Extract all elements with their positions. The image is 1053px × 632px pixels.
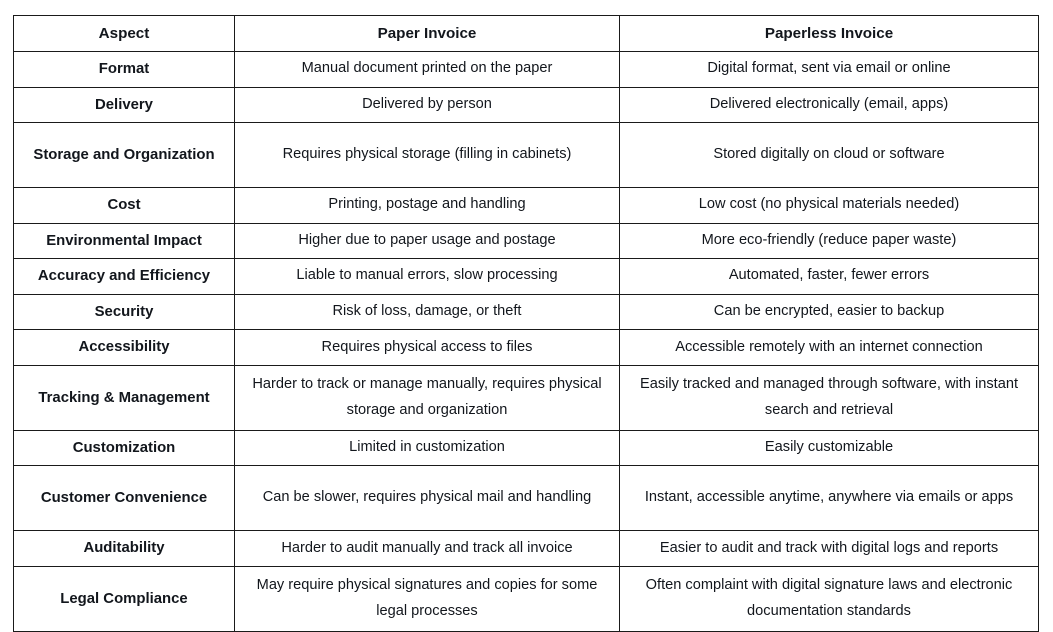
table-row (14, 123, 1039, 188)
cell-paper-invoice: Delivered by person (235, 87, 620, 123)
cell-paper-invoice: Harder to track or manage manually, requires physical storage and organization (235, 365, 620, 430)
column-header-paper-invoice: Paper Invoice (235, 16, 620, 52)
cell-aspect: Security (14, 294, 235, 330)
table-row (14, 365, 1039, 430)
cell-paper-invoice: Harder to audit manually and track all invoice (235, 531, 620, 567)
table-row (14, 259, 1039, 295)
cell-paper-invoice: Limited in customization (235, 430, 620, 466)
table-row (14, 330, 1039, 366)
cell-aspect: Cost (14, 188, 235, 224)
table-row (14, 188, 1039, 224)
comparison-table-container (13, 15, 1038, 632)
table-row (14, 531, 1039, 567)
cell-paper-invoice: Requires physical access to files (235, 330, 620, 366)
cell-aspect: Auditability (14, 531, 235, 567)
invoice-comparison-table (13, 15, 1039, 632)
cell-aspect: Tracking & Management (14, 365, 235, 430)
cell-paperless-invoice: Often complaint with digital signature laws and electronic documentation standards (620, 566, 1039, 631)
cell-paper-invoice: Can be slower, requires physical mail and handling (235, 466, 620, 531)
table-row (14, 223, 1039, 259)
table-body (14, 52, 1039, 632)
cell-paperless-invoice: Instant, accessible anytime, anywhere via emails or apps (620, 466, 1039, 531)
cell-paperless-invoice: Low cost (no physical materials needed) (620, 188, 1039, 224)
cell-paperless-invoice: Automated, faster, fewer errors (620, 259, 1039, 295)
table-row (14, 52, 1039, 88)
cell-paperless-invoice: Easily customizable (620, 430, 1039, 466)
cell-aspect: Storage and Organization (14, 123, 235, 188)
cell-paperless-invoice: Easily tracked and managed through software, with instant search and retrieval (620, 365, 1039, 430)
cell-aspect: Accuracy and Efficiency (14, 259, 235, 295)
cell-paperless-invoice: Delivered electronically (email, apps) (620, 87, 1039, 123)
cell-paperless-invoice: Easier to audit and track with digital logs and reports (620, 531, 1039, 567)
cell-aspect: Accessibility (14, 330, 235, 366)
cell-paperless-invoice: Can be encrypted, easier to backup (620, 294, 1039, 330)
cell-aspect: Customer Convenience (14, 466, 235, 531)
cell-aspect: Format (14, 52, 235, 88)
column-header-paperless-invoice: Paperless Invoice (620, 16, 1039, 52)
cell-aspect: Delivery (14, 87, 235, 123)
table-row (14, 430, 1039, 466)
table-row (14, 87, 1039, 123)
cell-aspect: Customization (14, 430, 235, 466)
cell-aspect: Legal Compliance (14, 566, 235, 631)
cell-paper-invoice: Printing, postage and handling (235, 188, 620, 224)
table-header-row (14, 16, 1039, 52)
cell-paperless-invoice: More eco-friendly (reduce paper waste) (620, 223, 1039, 259)
cell-paper-invoice: Risk of loss, damage, or theft (235, 294, 620, 330)
table-header (14, 16, 1039, 52)
cell-aspect: Environmental Impact (14, 223, 235, 259)
table-row (14, 294, 1039, 330)
cell-paperless-invoice: Accessible remotely with an internet connection (620, 330, 1039, 366)
table-row (14, 566, 1039, 631)
cell-paper-invoice: Manual document printed on the paper (235, 52, 620, 88)
cell-paper-invoice: May require physical signatures and copies for some legal processes (235, 566, 620, 631)
cell-paperless-invoice: Digital format, sent via email or online (620, 52, 1039, 88)
cell-paper-invoice: Requires physical storage (filling in cabinets) (235, 123, 620, 188)
cell-paperless-invoice: Stored digitally on cloud or software (620, 123, 1039, 188)
cell-paper-invoice: Higher due to paper usage and postage (235, 223, 620, 259)
column-header-aspect: Aspect (14, 16, 235, 52)
cell-paper-invoice: Liable to manual errors, slow processing (235, 259, 620, 295)
table-row (14, 466, 1039, 531)
